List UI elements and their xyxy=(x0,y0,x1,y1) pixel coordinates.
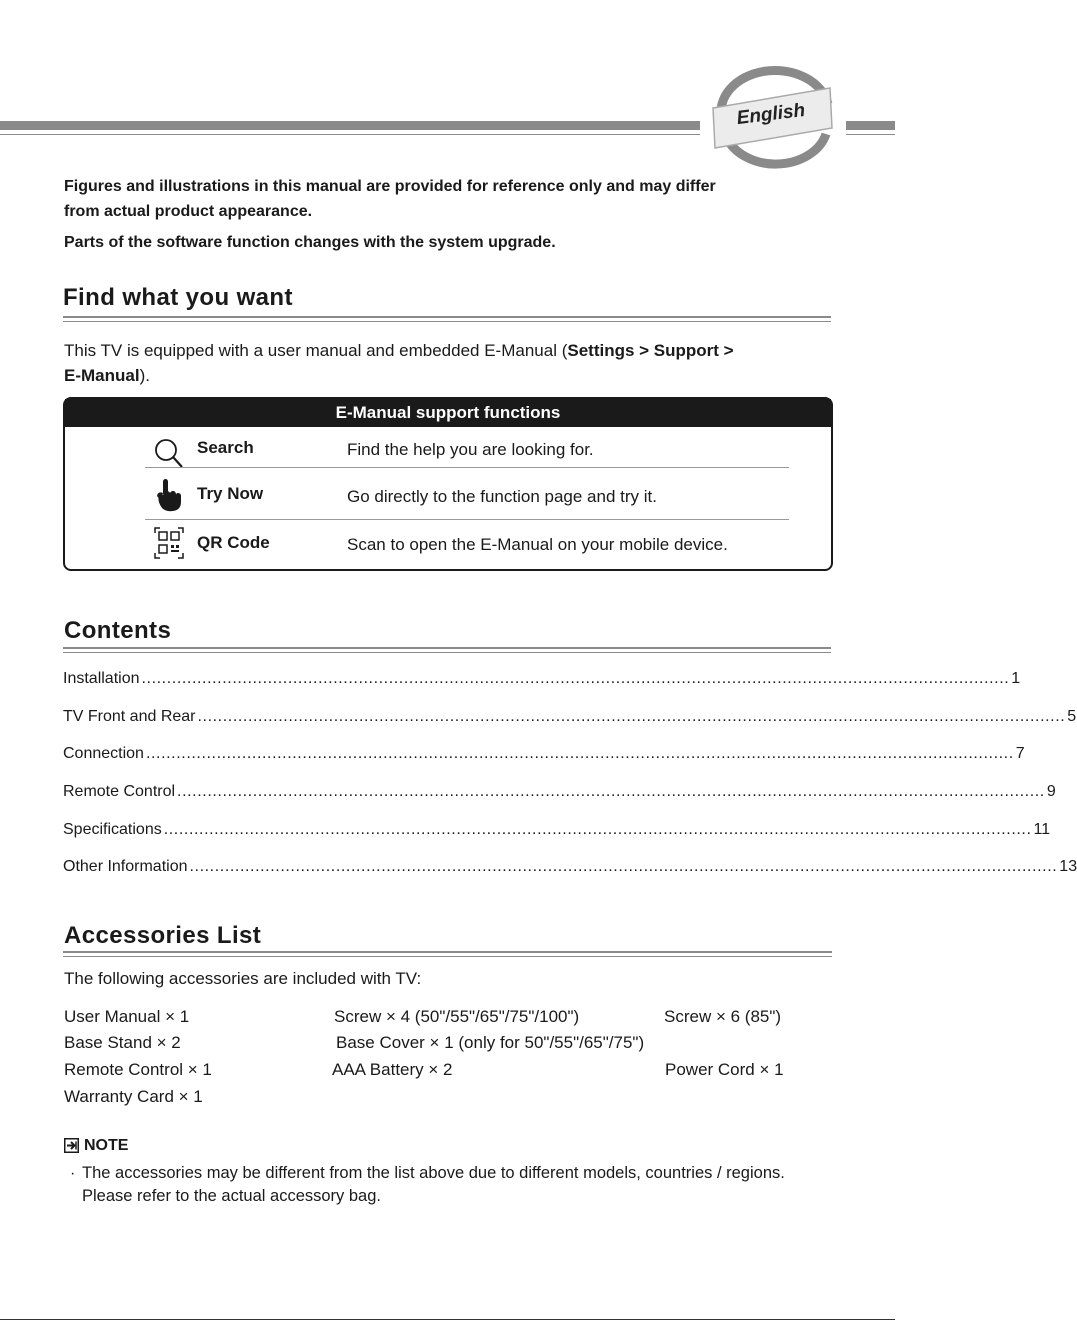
header-bar-right xyxy=(846,121,895,130)
accessories-heading: Accessories List xyxy=(64,922,262,949)
emanual-path: E-Manual xyxy=(64,366,140,385)
function-desc: Go directly to the function page and try it. xyxy=(347,487,657,506)
contents-heading: Contents xyxy=(64,617,172,644)
header-bar-thin xyxy=(0,134,700,135)
accessory-aaa-battery: AAA Battery × 2 xyxy=(332,1060,453,1079)
toc-title: Other Information xyxy=(63,858,188,875)
header-bar xyxy=(0,121,700,130)
pointing-hand-icon xyxy=(153,477,185,513)
toc-page: 13 xyxy=(1059,858,1077,875)
contents-rule-thin xyxy=(63,652,831,653)
accessory-remote-control: Remote Control × 1 xyxy=(64,1060,212,1079)
function-divider xyxy=(145,467,789,468)
note-text: The accessories may be different from the list above due to different models, countries / regions. Please refer to the actual accessory bag. xyxy=(82,1164,785,1205)
accessories-rule xyxy=(63,951,832,953)
qr-code-icon xyxy=(153,525,185,561)
accessory-warranty-card: Warranty Card × 1 xyxy=(64,1087,203,1106)
accessory-base-cover: Base Cover × 1 (only for 50"/55"/65"/75") xyxy=(336,1033,645,1052)
contents-rule xyxy=(63,647,831,649)
emanual-function-qr-code xyxy=(145,523,789,570)
toc-title: Connection xyxy=(63,745,144,762)
accessory-user-manual: User Manual × 1 xyxy=(64,1007,190,1026)
toc-page: 9 xyxy=(1046,783,1056,800)
emanual-title: E-Manual support functions xyxy=(65,399,831,427)
toc-entry-connection[interactable] xyxy=(63,742,1025,764)
toc-leader: ............................................................................................................................................................................ xyxy=(141,670,1010,687)
header-bar-right-thin xyxy=(846,134,895,135)
accessory-screw-4: Screw × 4 (50"/55"/65"/75"/100") xyxy=(334,1007,580,1026)
toc-page: 7 xyxy=(1015,745,1025,762)
function-desc: Find the help you are looking for. xyxy=(347,440,594,459)
find-intro: This TV is equipped with a user manual and embedded E-Manual (Settings > Support > E-Manual). xyxy=(64,341,734,385)
toc-entry-specifications[interactable] xyxy=(63,818,1051,840)
toc-leader: ............................................................................................................................................................................ xyxy=(163,821,1032,838)
accessory-screw-6: Screw × 6 (85") xyxy=(664,1007,782,1026)
language-label: English xyxy=(735,99,807,130)
emanual-function-try-now xyxy=(145,475,789,522)
find-heading: Find what you want xyxy=(63,284,293,311)
toc-title: Installation xyxy=(63,670,140,687)
accessories-intro: The following accessories are included with TV: xyxy=(64,969,422,988)
function-desc: Scan to open the E-Manual on your mobile device. xyxy=(347,535,728,554)
bottom-rule xyxy=(0,1319,895,1320)
toc-entry-other-information[interactable] xyxy=(63,855,1077,877)
function-name: Try Now xyxy=(197,484,264,503)
accessory-base-stand: Base Stand × 2 xyxy=(64,1033,181,1052)
toc-entry-installation[interactable] xyxy=(63,667,1021,689)
note-icon xyxy=(64,1138,79,1153)
settings-path: Settings > Support > xyxy=(567,341,734,360)
function-name: QR Code xyxy=(197,533,270,552)
toc-title: TV Front and Rear xyxy=(63,708,196,725)
disclaimer-line-2: from actual product appearance. xyxy=(64,203,313,220)
search-icon xyxy=(153,435,185,471)
toc-page: 5 xyxy=(1067,708,1077,725)
toc-entry-remote-control[interactable] xyxy=(63,780,1056,802)
accessories-rule-thin xyxy=(63,956,832,957)
disclaimer-line-3: Parts of the software function changes with the system upgrade. xyxy=(64,234,556,251)
toc-leader: ............................................................................................................................................................................ xyxy=(177,783,1045,800)
emanual-box xyxy=(63,397,833,571)
emanual-function-search xyxy=(145,429,789,476)
toc-page: 1 xyxy=(1011,670,1021,687)
find-rule-thin xyxy=(63,321,831,322)
accessory-power-cord: Power Cord × 1 xyxy=(665,1060,784,1079)
toc-leader: ............................................................................................................................................................................ xyxy=(189,858,1058,875)
toc-title: Specifications xyxy=(63,821,162,838)
function-divider xyxy=(145,519,789,520)
toc-page: 11 xyxy=(1033,821,1051,838)
toc-leader: ............................................................................................................................................................................ xyxy=(197,708,1066,725)
toc-title: Remote Control xyxy=(63,783,176,800)
find-rule xyxy=(63,316,831,318)
toc-leader: ............................................................................................................................................................................ xyxy=(145,745,1014,762)
note-label: NOTE xyxy=(84,1137,129,1154)
toc-entry-tv-front-and-rear[interactable] xyxy=(63,705,1077,727)
function-name: Search xyxy=(197,438,254,457)
note-bullet: · xyxy=(70,1165,76,1182)
disclaimer-line-1: Figures and illustrations in this manual are provided for reference only and may differ xyxy=(64,178,716,195)
